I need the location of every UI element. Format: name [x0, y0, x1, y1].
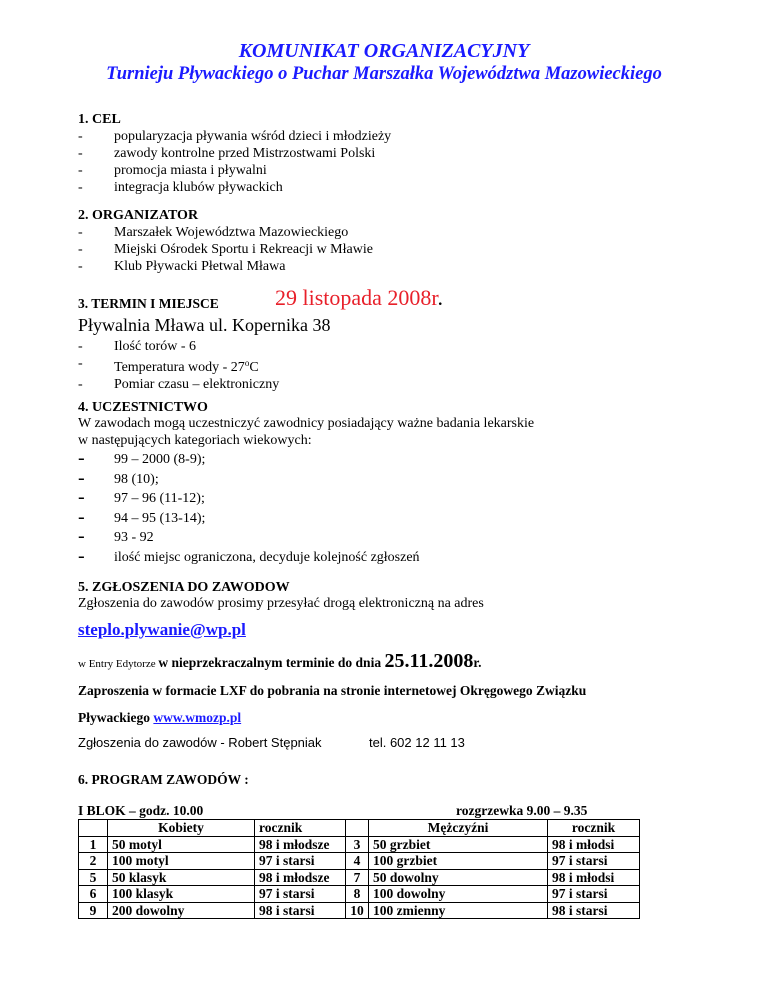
event-year: 98 i młodsze [255, 836, 346, 853]
block-label: I BLOK – godz. 10.00 [78, 803, 204, 818]
year-header: rocznik [255, 820, 346, 837]
section-termin-list [78, 338, 279, 393]
event-year: 97 i starsi [548, 886, 640, 903]
email-link[interactable]: steplo.plywanie@wp.pl [78, 620, 246, 639]
deadline-text: w nieprzekraczalnym terminie do dnia [158, 655, 385, 670]
contact-phone: tel. 602 12 11 13 [369, 735, 465, 750]
event-number: 2 [79, 853, 108, 870]
program-table [78, 819, 640, 919]
section-zgloszenia-heading: 5. ZGŁOSZENIA DO ZAWODOW [78, 580, 290, 595]
degree-symbol: o [244, 358, 250, 368]
event-name: 50 dowolny [369, 869, 548, 886]
section-termin-heading: 3. TERMIN I MIEJSCE [78, 296, 219, 311]
table-cell [346, 820, 369, 837]
event-date-text: 29 listopada 2008r [275, 285, 438, 310]
event-number: 5 [79, 869, 108, 886]
website-link[interactable]: www.wmozp.pl [153, 710, 242, 725]
uczestnictwo-line-2: w następujących kategoriach wiekowych: [78, 433, 312, 448]
list-item: - Klub Pływacki Płetwal Mława [78, 258, 373, 275]
temp-unit: C [249, 360, 259, 375]
list-item: - ilość miejsc ograniczona, decyduje kolejność zgłoszeń [78, 548, 420, 568]
list-item: - popularyzacja pływania wśród dzieci i młodzieży [78, 128, 391, 145]
event-number: 9 [79, 902, 108, 919]
women-header: Kobiety [108, 820, 255, 837]
entry-editor-text: w Entry Edytorze [78, 658, 159, 670]
event-year: 97 i starsi [548, 853, 640, 870]
event-number: 10 [346, 902, 369, 919]
event-number: 3 [346, 836, 369, 853]
section-cel-heading: 1. CEL [78, 112, 121, 127]
year-header: rocznik [548, 820, 640, 837]
uczestnictwo-line-1: W zawodach mogą uczestniczyć zawodnicy posiadający ważne badania lekarskie [78, 416, 535, 431]
event-year: 98 i młodsi [548, 869, 640, 886]
event-number: 4 [346, 853, 369, 870]
table-row [79, 869, 640, 886]
water-temp-label: Temperatura wody - 27 [114, 360, 245, 375]
event-date [275, 285, 443, 311]
invite-line-2 [78, 710, 241, 726]
table-row [79, 853, 640, 870]
event-name: 200 dowolny [108, 902, 255, 919]
contact-person: Zgłoszenia do zawodów - Robert Stępniak [78, 735, 322, 750]
table-header-row [79, 820, 640, 837]
event-name: 50 motyl [108, 836, 255, 853]
event-name: 50 klasyk [108, 869, 255, 886]
age-categories-list [78, 450, 420, 567]
event-year: 97 i starsi [255, 886, 346, 903]
event-name: 100 zmienny [369, 902, 548, 919]
table-row [79, 836, 640, 853]
invite-line-1: Zaproszenia w formacie LXF do pobrania na stronie internetowej Okręgowego Związku [78, 683, 587, 698]
deadline-date: 25.11.2008 [384, 650, 474, 672]
deadline-suffix: r. [473, 655, 482, 670]
list-item: - integracja klubów pływackich [78, 179, 391, 196]
event-number: 6 [79, 886, 108, 903]
deadline-line [78, 650, 482, 673]
list-item: - zawody kontrolne przed Mistrzostwami Polski [78, 145, 391, 162]
event-name: 100 grzbiet [369, 853, 548, 870]
list-item: - 98 (10); [78, 470, 420, 490]
event-name: 100 motyl [108, 853, 255, 870]
event-name: 100 dowolny [369, 886, 548, 903]
list-item: - 97 – 96 (11-12); [78, 489, 420, 509]
section-cel-list [78, 128, 391, 196]
list-item: - Marszałek Województwa Mazowieckiego [78, 224, 373, 241]
warmup-label: rozgrzewka 9.00 – 9.35 [456, 803, 588, 818]
event-name: 50 grzbiet [369, 836, 548, 853]
list-item: - promocja miasta i pływalni [78, 162, 391, 179]
event-number: 8 [346, 886, 369, 903]
list-item: - 94 – 95 (13-14); [78, 509, 420, 529]
event-year: 98 i starsi [548, 902, 640, 919]
section-uczestnictwo-heading: 4. UCZESTNICTWO [78, 400, 208, 415]
list-item [78, 355, 279, 376]
event-year: 98 i starsi [255, 902, 346, 919]
event-number: 7 [346, 869, 369, 886]
section-organizator-list [78, 224, 373, 275]
list-item: - Ilość torów - 6 [78, 338, 279, 355]
list-item: - Pomiar czasu – elektroniczny [78, 376, 279, 393]
event-year: 98 i młodsi [548, 836, 640, 853]
zgloszenia-line-1: Zgłoszenia do zawodów prosimy przesyłać drogą elektroniczną na adres [78, 596, 484, 611]
event-date-dot: . [437, 285, 444, 310]
table-row [79, 886, 640, 903]
section-program-heading: 6. PROGRAM ZAWODÓW : [78, 772, 249, 787]
invite-line-2-text: Pływackiego [78, 710, 154, 725]
list-item: - 99 – 2000 (8-9); [78, 450, 420, 470]
document-title: KOMUNIKAT ORGANIZACYJNY [238, 40, 530, 62]
event-year: 98 i młodsze [255, 869, 346, 886]
table-row [79, 902, 640, 919]
event-number: 1 [79, 836, 108, 853]
list-item: - Miejski Ośrodek Sportu i Rekreacji w Mławie [78, 241, 373, 258]
event-name: 100 klasyk [108, 886, 255, 903]
list-item: - 93 - 92 [78, 528, 420, 548]
table-cell [79, 820, 108, 837]
men-header: Mężczyźni [369, 820, 548, 837]
document-subtitle: Turnieju Pływackiego o Puchar Marszałka Województwa Mazowieckiego [106, 64, 662, 84]
event-year: 97 i starsi [255, 853, 346, 870]
section-organizator-heading: 2. ORGANIZATOR [78, 208, 199, 223]
event-place: Pływalnia Mława ul. Kopernika 38 [78, 315, 331, 335]
